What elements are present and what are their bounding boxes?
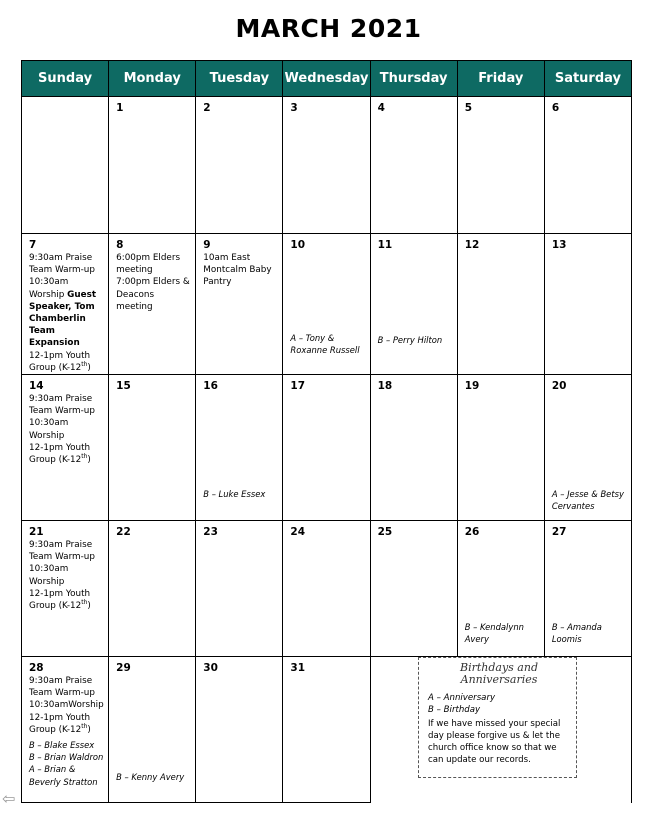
birthday-note: B – Amanda Loomis xyxy=(551,622,602,645)
birthday-note: B – Perry Hilton xyxy=(377,335,443,345)
week-row xyxy=(22,234,632,375)
day-number: 31 xyxy=(290,662,306,675)
day-number: 28 xyxy=(29,662,44,675)
day-number: 29 xyxy=(116,662,131,675)
day-number: 13 xyxy=(551,239,567,251)
day-number: 19 xyxy=(464,380,480,393)
anniversary-note: A – Jesse & Betsy Cervantes xyxy=(551,489,624,512)
back-arrow-icon[interactable]: ⇦ xyxy=(2,789,16,808)
week-row xyxy=(22,521,632,657)
weekday-header: Saturday xyxy=(544,61,631,97)
legend-birthday: B – Birthday xyxy=(428,705,481,715)
day-number: 6 xyxy=(551,102,560,114)
day-cell xyxy=(109,97,196,234)
day-number: 7 xyxy=(29,239,37,251)
day-cell xyxy=(109,375,196,521)
day-cell xyxy=(109,657,196,803)
event: 12-1pm Youth Group (K-12th) xyxy=(29,442,91,466)
day-cell xyxy=(196,234,283,375)
day-cell xyxy=(370,375,457,521)
legend-message: If we have missed your special day please forgive us & let the church office know so that we can update our records. xyxy=(428,719,561,765)
day-number: 15 xyxy=(116,380,131,393)
weekday-header: Monday xyxy=(109,61,196,97)
weekday-header-row xyxy=(22,61,632,97)
day-cell xyxy=(283,375,370,521)
day-number: 10 xyxy=(290,239,306,251)
day-cell xyxy=(370,97,457,234)
event: 6:00pm Elders meeting xyxy=(116,253,181,276)
day-number: 16 xyxy=(203,380,218,393)
day-number: 27 xyxy=(551,526,567,539)
day-cell xyxy=(196,657,283,803)
day-number: 14 xyxy=(29,380,44,393)
event: 9:30am Praise Team Warm-up xyxy=(29,394,95,417)
calendar-title: MARCH 2021 xyxy=(235,14,422,43)
event: 9:30am Praise Team Warm-up xyxy=(29,540,95,563)
day-number: 4 xyxy=(377,102,385,114)
day-number: 2 xyxy=(203,102,211,114)
weekday-header: Tuesday xyxy=(196,61,283,97)
day-cell xyxy=(544,375,631,521)
birthday-note: B – Kenny Avery xyxy=(116,772,185,783)
day-cell xyxy=(283,657,370,803)
day-cell xyxy=(196,521,283,657)
event: 10am East Montcalm Baby Pantry xyxy=(203,253,272,288)
day-number: 24 xyxy=(290,526,306,539)
weekday-header: Sunday xyxy=(22,61,109,97)
birthday-note: B – Kendalynn Avery xyxy=(464,622,524,645)
day-cell xyxy=(283,97,370,234)
day-cell xyxy=(196,375,283,521)
legend-box xyxy=(418,657,577,778)
day-number: 20 xyxy=(551,380,567,393)
day-number: 18 xyxy=(377,380,393,393)
day-cell xyxy=(22,657,109,803)
day-number: 12 xyxy=(464,239,480,251)
day-number: 30 xyxy=(203,662,218,675)
day-cell xyxy=(544,521,631,657)
day-cell xyxy=(457,234,544,375)
day-cell xyxy=(457,521,544,657)
birthday-note: B – Blake Essex xyxy=(29,740,95,751)
day-cell xyxy=(109,521,196,657)
day-cell xyxy=(22,375,109,521)
week-row xyxy=(22,375,632,521)
day-cell xyxy=(457,97,544,234)
day-cell xyxy=(283,234,370,375)
event: 7:00pm Elders & Deacons meeting xyxy=(116,277,190,312)
legend-title: Birthdays and Anniversaries xyxy=(459,661,538,686)
event: 12-1pm Youth Group (K-12th) xyxy=(29,350,91,373)
event: 10:30am Worship Guest Speaker, Tom Chamberlin Team Expansion xyxy=(29,277,97,349)
event-bold: Guest Speaker, Tom Chamberlin Team Expansion xyxy=(29,289,97,349)
day-cell xyxy=(370,521,457,657)
event: 10:30amWorship xyxy=(29,700,104,711)
event: 10:30am Worship xyxy=(29,564,69,587)
weekday-header: Friday xyxy=(457,61,544,97)
day-number: 17 xyxy=(290,380,306,393)
event: 9:30am Praise Team Warm-up xyxy=(29,676,95,699)
birthday-note: B – Luke Essex xyxy=(203,489,266,500)
anniversary-note: A – Brian & Beverly Stratton xyxy=(29,764,98,787)
day-number: 1 xyxy=(116,102,124,114)
week-row xyxy=(22,97,632,234)
event: 10:30am Worship xyxy=(29,418,69,441)
day-number: 3 xyxy=(290,102,298,114)
weekday-header: Thursday xyxy=(370,61,457,97)
day-number: 25 xyxy=(377,526,393,539)
day-cell xyxy=(457,375,544,521)
day-number: 22 xyxy=(116,526,131,539)
day-number: 26 xyxy=(464,526,480,539)
day-number: 21 xyxy=(29,526,44,539)
day-cell xyxy=(370,234,457,375)
day-cell-empty xyxy=(22,97,109,234)
weekday-header: Wednesday xyxy=(283,61,370,97)
anniversary-note: A – Tony & Roxanne Russell xyxy=(290,333,360,355)
day-cell xyxy=(544,97,631,234)
day-number: 9 xyxy=(203,239,211,251)
day-number: 5 xyxy=(464,102,473,114)
day-cell xyxy=(109,234,196,375)
event: 12-1pm Youth Group (K-12th) xyxy=(29,588,91,612)
day-cell xyxy=(22,234,109,375)
day-number: 23 xyxy=(203,526,218,539)
event: 12-1pm Youth Group (K-12th) xyxy=(29,712,91,735)
day-cell xyxy=(22,521,109,657)
legend-anniversary: A – Anniversary xyxy=(428,693,496,703)
day-cell xyxy=(283,521,370,657)
event: 9:30am Praise Team Warm-up xyxy=(29,253,95,276)
birthday-note: B – Brian Waldron xyxy=(29,752,104,763)
day-cell xyxy=(544,234,631,375)
day-number: 11 xyxy=(377,239,393,251)
day-cell xyxy=(196,97,283,234)
day-number: 8 xyxy=(116,239,124,251)
